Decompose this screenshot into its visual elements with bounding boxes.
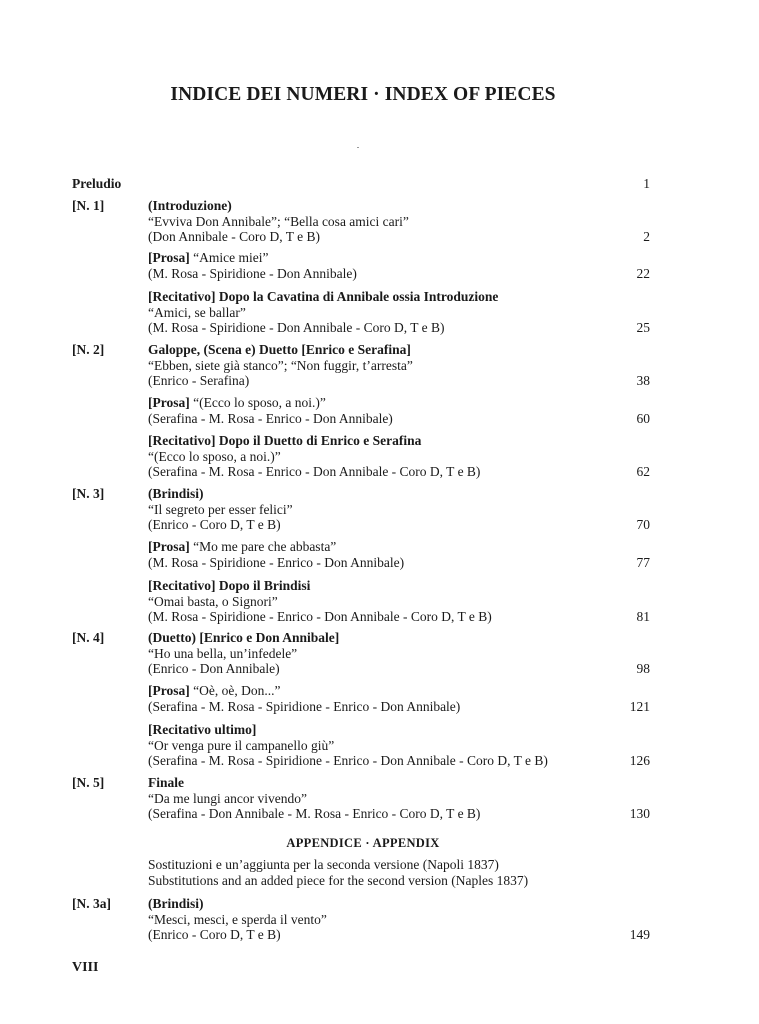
item-heading: [Prosa] — [148, 683, 190, 698]
page-number: 121 — [629, 698, 650, 714]
page-number: 25 — [636, 320, 650, 335]
page-number: 130 — [629, 806, 650, 821]
item-incipit: “Evviva Don Annibale”; “Bella cosa amici cari” — [148, 213, 409, 229]
number-label: [N. 3] — [72, 486, 105, 501]
page-number: 62 — [636, 464, 650, 479]
item-incipit: “Amice miei” — [193, 250, 269, 265]
number-label: [N. 3a] — [72, 896, 111, 911]
entry-n4-prosa — [72, 683, 650, 714]
item-incipit: “Mesci, mesci, e sperda il vento” — [148, 911, 327, 927]
page-number: 60 — [636, 410, 650, 426]
item-heading: (Introduzione) — [148, 198, 232, 213]
item-characters: (Enrico - Coro D, T e B) — [148, 517, 281, 532]
item-incipit: “(Ecco lo sposo, a noi.)” — [148, 448, 281, 464]
entry-n2-recitativo — [72, 433, 650, 480]
item-characters: (Enrico - Don Annibale) — [148, 661, 280, 676]
page-title: INDICE DEI NUMERI · INDEX OF PIECES — [170, 84, 556, 105]
number-label: [N. 1] — [72, 198, 105, 213]
ink-speck — [357, 147, 359, 148]
item-heading: (Duetto) [Enrico e Don Annibale] — [148, 630, 340, 645]
item-characters: (Enrico - Coro D, T e B) — [148, 927, 281, 942]
page-number: 1 — [643, 176, 650, 191]
item-incipit: “Amici, se ballar” — [148, 304, 246, 320]
item-characters: (Enrico - Serafina) — [148, 373, 250, 388]
item-heading: [Prosa] — [148, 539, 190, 554]
entry-n3-recitativo — [72, 578, 650, 625]
item-heading: Finale — [148, 775, 184, 790]
item-characters: (Serafina - M. Rosa - Spiridione - Enrico - Don Annibale - Coro D, T e B) — [148, 753, 548, 768]
item-characters: (Serafina - M. Rosa - Spiridione - Enrico - Don Annibale) — [148, 698, 461, 714]
entry-n2 — [72, 342, 650, 389]
folio-number: VIII — [72, 960, 99, 975]
item-incipit: “Omai basta, o Signori” — [148, 593, 278, 609]
item-heading: [Prosa] — [148, 250, 190, 265]
entry-n1-prosa — [72, 250, 650, 281]
page-number: 81 — [636, 609, 650, 624]
item-heading: [Recitativo] Dopo il Brindisi — [148, 578, 311, 593]
appendix-desc-english: Substitutions and an added piece for the second version (Naples 1837) — [148, 873, 529, 888]
page-number: 98 — [636, 661, 650, 676]
item-characters: (Serafina - M. Rosa - Enrico - Don Annibale - Coro D, T e B) — [148, 464, 481, 479]
entry-n3a — [72, 896, 650, 943]
item-incipit: “Or venga pure il campanello giù” — [148, 737, 335, 753]
item-characters: (Serafina - Don Annibale - M. Rosa - Enrico - Coro D, T e B) — [148, 806, 481, 821]
item-incipit: “Mo me pare che abbasta” — [193, 539, 337, 554]
page-number: 77 — [636, 554, 650, 570]
appendix-heading: APPENDICE · APPENDIX — [286, 836, 440, 850]
item-heading: (Brindisi) — [148, 896, 204, 911]
entry-n4 — [72, 630, 650, 677]
item-incipit: “Oè, oè, Don...” — [193, 683, 281, 698]
number-label: [N. 5] — [72, 775, 105, 790]
entry-n3-prosa — [72, 539, 650, 570]
entry-n2-prosa — [72, 395, 650, 426]
item-incipit: “Ebben, siete già stanco”; “Non fuggir, t’arresta” — [148, 357, 413, 373]
item-heading: [Prosa] — [148, 395, 190, 410]
item-heading: [Recitativo] Dopo la Cavatina di Annibale ossia Introduzione — [148, 289, 499, 304]
preludio-label: Preludio — [72, 176, 122, 191]
item-incipit: “(Ecco lo sposo, a noi.)” — [193, 395, 326, 410]
entry-n1 — [72, 198, 650, 245]
appendix-desc-italian: Sostituzioni e un’aggiunta per la seconda versione (Napoli 1837) — [148, 857, 499, 872]
item-characters: (Serafina - M. Rosa - Enrico - Don Annibale) — [148, 410, 393, 426]
entry-n4-recitativo — [72, 722, 650, 769]
item-characters: (M. Rosa - Spiridione - Enrico - Don Annibale) — [148, 554, 405, 570]
item-heading: Galoppe, (Scena e) Duetto [Enrico e Serafina] — [148, 342, 411, 357]
page-number: 149 — [629, 927, 650, 942]
number-label: [N. 2] — [72, 342, 105, 357]
page-number: 126 — [629, 753, 650, 768]
page-number: 22 — [636, 265, 650, 281]
item-heading: (Brindisi) — [148, 486, 204, 501]
number-label: [N. 4] — [72, 630, 105, 645]
item-characters: (M. Rosa - Spiridione - Enrico - Don Annibale - Coro D, T e B) — [148, 609, 492, 624]
appendix-description — [148, 857, 528, 889]
entry-n5 — [72, 775, 650, 822]
item-incipit: “Ho una bella, un’infedele” — [148, 645, 298, 661]
item-characters: (Don Annibale - Coro D, T e B) — [148, 229, 320, 244]
entry-n1-recitativo — [72, 289, 650, 336]
item-heading: [Recitativo] Dopo il Duetto di Enrico e Serafina — [148, 433, 422, 448]
entry-n3 — [72, 486, 650, 533]
page-number: 38 — [636, 373, 650, 388]
item-incipit: “Il segreto per esser felici” — [148, 501, 293, 517]
page-number: 2 — [643, 229, 650, 244]
preludio-entry — [72, 176, 650, 192]
page-number: 70 — [636, 517, 650, 532]
item-incipit: “Da me lungi ancor vivendo” — [148, 790, 307, 806]
item-characters: (M. Rosa - Spiridione - Don Annibale - Coro D, T e B) — [148, 320, 445, 335]
item-characters: (M. Rosa - Spiridione - Don Annibale) — [148, 265, 357, 281]
item-heading: [Recitativo ultimo] — [148, 722, 257, 737]
